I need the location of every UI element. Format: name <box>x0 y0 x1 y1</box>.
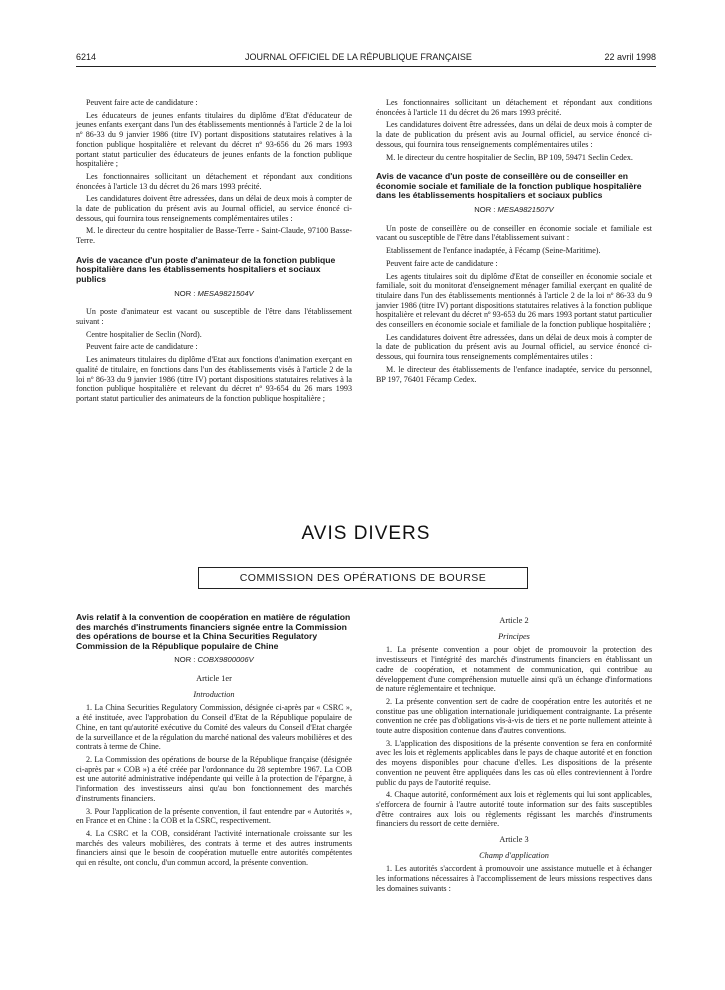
paragraph: Etablissement de l'enfance inadaptée, à Fécamp (Seine-Maritime). <box>386 246 601 256</box>
left-column-top <box>76 98 352 407</box>
article-heading: Article 1er <box>196 674 232 684</box>
article-heading: Article 3 <box>499 835 529 845</box>
nor-reference: NOR : MESA9821507V <box>474 205 554 214</box>
paragraph: 3. Pour l'application de la présente convention, il faut entendre par « Autorités », en France et en Chine : la COB et la CSRC, respectivement. <box>76 806 352 826</box>
paragraph: M. le directeur du centre hospitalier de Seclin, BP 109, 59471 Seclin Cedex. <box>386 152 633 162</box>
nor-reference: NOR : COBX9800006V <box>174 655 254 665</box>
paragraph: M. le directeur du centre hospitalier de Basse-Terre - Saint-Claude, 97100 Basse-Terre. <box>76 226 352 246</box>
paragraph: Centre hospitalier de Seclin (Nord). <box>86 329 202 339</box>
nor-code: MESA9821507V <box>497 205 554 214</box>
nor-code: COBX9800006V <box>197 655 254 665</box>
notice-title: Avis de vacance d'un poste d'animateur de la fonction publique hospitalière dans les établissements hospitaliers et sociaux publics <box>76 254 336 285</box>
page-number: 6214 <box>76 52 97 62</box>
notice-title: Avis de vacance d'un poste de conseillère ou de conseiller en économie sociale et familiale de la fonction publique hospitalière dans les établissements hospitaliers et sociaux publics <box>376 171 642 201</box>
page-header <box>76 52 656 64</box>
commission-heading-box: COMMISSION DES OPÉRATIONS DE BOURSE <box>198 567 528 589</box>
paragraph: Les candidatures doivent être adressées, dans un délai de deux mois à compter de la date de publication du présent avis au Journal officiel, au service énoncé ci-dessous, qui fournira tous renseignements complémentaires utiles : <box>376 332 652 362</box>
section-title: AVIS DIVERS <box>301 523 431 544</box>
header-rule <box>76 66 656 67</box>
article-subheading: Principes <box>498 631 530 641</box>
paragraph: Les éducateurs de jeunes enfants titulaires du diplôme d'Etat d'éducateur de jeunes enfants exerçant dans l'un des établissements mentionnés à l'article 2 de la loi nº 86-33 du 9 janvier 1986 (titre IV) portant dispositions statutaires relatives à la fonction publique hospitalière et relevant du décret nº 93-656 du 26 mars 1993 portant statut particulier des éducateurs de jeunes enfants de la fonction publique hospitalière ; <box>76 110 352 169</box>
journal-title: JOURNAL OFFICIEL DE LA RÉPUBLIQUE FRANÇAISE <box>245 52 472 62</box>
paragraph: Les fonctionnaires sollicitant un détachement et répondant aux conditions énoncées à l'article 13 du décret du 26 mars 1993 précité. <box>76 171 352 191</box>
paragraph: 4. La CSRC et la COB, considérant l'activité internationale croissante sur les marchés des valeurs mobilières, des contrats à terme et des autres instruments financiers ainsi que le besoin de coopération mutuelle entre autorités compétentes qui en résulte, ont conclu, d'un commun accord, la présente convention. <box>76 828 352 868</box>
paragraph: 2. La Commission des opérations de bourse de la République française (désignée ci-après par « COB ») a été créée par l'ordonnance du 28 septembre 1967. La COB est une autorité administrative indépendante qui veille à la protection de l'épargne, à l'information des investisseurs ainsi qu'au bon fonctionnement des marchés d'instruments financiers. <box>76 755 352 803</box>
article-heading: Article 2 <box>499 616 529 625</box>
paragraph: M. le directeur des établissements de l'enfance inadaptée, service du personnel, BP 197, 76401 Fécamp Cedex. <box>376 364 652 384</box>
paragraph: 1. La présente convention a pour objet de promouvoir la protection des investisseurs et l'intégrité des marchés d'instruments financiers en établissant un cadre de coopération, et notamment de communication, qui contribue au développement d'une compréhension mutuelle ainsi qu'à un échange d'informations de nature réglementaire et technique. <box>376 645 652 694</box>
article-subheading: Champ d'application <box>479 850 549 860</box>
paragraph: Les agents titulaires soit du diplôme d'Etat de conseiller en économie sociale et familiale, soit du monitorat d'enseignement ménager familial exerçant en qualité de titulaire dans l'un des établissements mentionnés à l'article 2 de la loi nº 86-33 du 9 janvier 1986 (titre IV) portant dispositions statutaires relatives à la fonction publique hospitalière et relevant du décret nº 93-653 du 26 mars 1993 portant statut particulier des conseillers en économie sociale et familiale de la fonction publique hospitalière ; <box>376 271 652 330</box>
nor-reference: NOR : MESA9821504V <box>174 288 254 298</box>
paragraph: 3. L'application des dispositions de la présente convention se fera en conformité avec les lois et règlements applicables dans le pays de chaque autorité et en fonction des moyens disponibles pour chacune d'elles. Les dispositions de la présente convention ne peuvent être appliquées dans les cas où elles contreviennent à l'ordre public du pays de l'autorité requise. <box>376 738 652 787</box>
paragraph: Les animateurs titulaires du diplôme d'Etat aux fonctions d'animation exerçant en qualité de titulaire, en fonctions dans l'un des établissements visés à l'article 2 de la loi nº 86-33 du 9 janvier 1986 (titre IV) portant dispositions statutaires relatives à la fonction publique hospitalière et relevant du décret nº 93-654 du 26 mars 1993 portant statut particulier des animateurs de la fonction publique hospitalière ; <box>76 355 352 403</box>
right-column-bottom <box>376 610 652 897</box>
left-column-bottom <box>76 603 352 871</box>
paragraph: 2. La présente convention sert de cadre de coopération entre les autorités et ne constitue pas une obligation internationale juridiquement contraignante. La présente convention ne crée pas d'obligations vis-à-vis de tiers et ne porte nullement atteinte à toute autre disposition contenue dans d'autres conventions. <box>376 696 652 736</box>
right-column-top <box>376 98 652 387</box>
paragraph: Les candidatures doivent être adressées, dans un délai de deux mois à compter de la date de publication du présent avis au Journal officiel, au service énoncé ci-dessous, qui fournira tous renseignements complémentaires utiles : <box>376 120 652 149</box>
paragraph: Un poste d'animateur est vacant ou susceptible de l'être dans l'établissement suivant : <box>76 307 352 327</box>
nor-code: MESA9821504V <box>197 288 254 298</box>
paragraph: 4. Chaque autorité, conformément aux lois et règlements qui lui sont applicables, s'efforcera de fournir à l'autre autorité toute information sur des faits susceptibles d'être contraires aux lois ou règlements régissant les marchés d'instruments financiers du ressort de cette dernière. <box>376 790 652 829</box>
paragraph: Peuvent faire acte de candidature : <box>86 342 198 352</box>
paragraph: Les candidatures doivent être adressées, dans un délai de deux mois à compter de la date de publication du présent avis au Journal officiel, au service énoncé ci-dessous, qui fournira tous renseignements complémentaires utiles : <box>76 194 352 223</box>
paragraph: 1. La China Securities Regulatory Commission, désignée ci-après par « CSRC », a été instituée, avec l'approbation du Conseil d'Etat de la République populaire de Chine, en tant qu'autorité exécutive du Comité des valeurs du Conseil d'Etat chargée de la surveillance et de la régulation du marché national des valeurs mobilières et des contrats à terme de Chine. <box>76 703 352 752</box>
article-subheading: Introduction <box>193 689 235 699</box>
paragraph: Peuvent faire acte de candidature : <box>86 98 198 107</box>
header-date: 22 avril 1998 <box>604 52 656 62</box>
paragraph: Un poste de conseillère ou de conseiller en économie sociale et familiale est vacant ou susceptible de l'être dans l'établissement suivant : <box>376 223 652 243</box>
paragraph: Les fonctionnaires sollicitant un détachement et répondant aux conditions énoncées à l'article 11 du décret du 26 mars 1993 précité. <box>376 98 652 117</box>
paragraph: 1. Les autorités s'accordent à promouvoir une assistance mutuelle et à échanger les informations nécessaires à l'accomplissement de leurs missions respectives dans les domaines suivants : <box>376 864 652 893</box>
paragraph: Peuvent faire acte de candidature : <box>386 258 498 268</box>
notice-title: Avis relatif à la convention de coopération en matière de régulation des marchés d'instruments financiers signée entre la Commission des opérations de bourse et la China Securities Regulatory Commission de la République populaire de Chine <box>76 612 351 651</box>
